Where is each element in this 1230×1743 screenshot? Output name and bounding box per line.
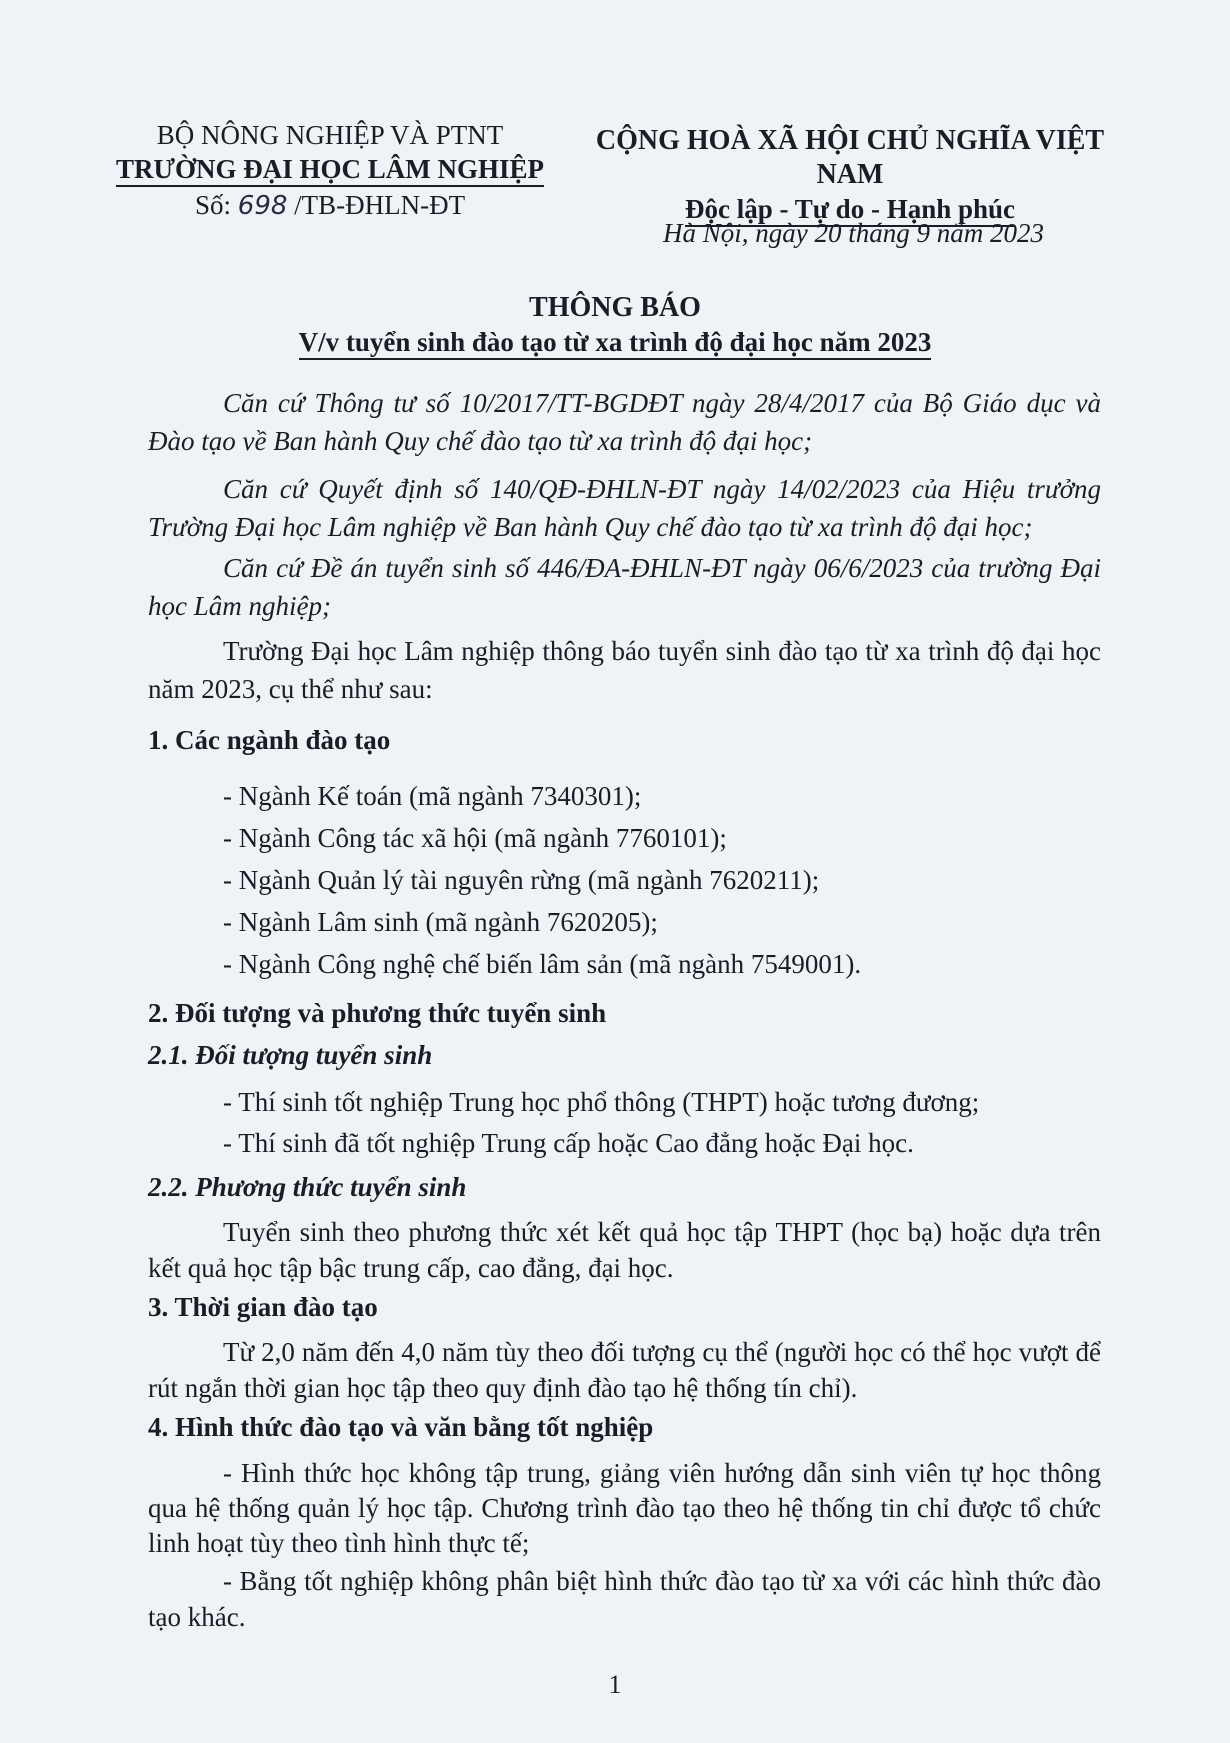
list-item: - Ngành Công tác xã hội (mã ngành 7760101); (223, 823, 727, 853)
legal-basis-3 (148, 549, 1101, 625)
method-line-2: kết quả học tập bậc trung cấp, cao đẳng, đại học. (148, 1253, 674, 1283)
national-header (560, 124, 1140, 226)
method-line-1: Tuyển sinh theo phương thức xét kết quả học tập THPT (học bạ) hoặc dựa trên (223, 1217, 1101, 1247)
list-item: - Ngành Kế toán (mã ngành 7340301); (223, 781, 642, 811)
list-item: - Thí sinh đã tốt nghiệp Trung cấp hoặc Cao đẳng hoặc Đại học. (223, 1128, 914, 1158)
intro-paragraph (148, 632, 1101, 708)
basis-3-line-2: học Lâm nghiệp; (148, 591, 331, 621)
country-name: CỘNG HOÀ XÃ HỘI CHỦ NGHĨA VIỆT NAM (595, 125, 1105, 190)
applicants-list (148, 1083, 1176, 1165)
issuer-block (110, 118, 550, 186)
majors-list (148, 777, 1176, 987)
list-item: - Thí sinh tốt nghiệp Trung học phổ thông (THPT) hoặc tương đương; (223, 1087, 980, 1117)
ministry-name: BỘ NÔNG NGHIỆP VÀ PTNT (156, 120, 504, 150)
duration-line-1: Từ 2,0 năm đến 4,0 năm tùy theo đối tượng cụ thể (người học có thể học vượt để (223, 1337, 1101, 1367)
basis-3-line-1: Căn cứ Đề án tuyển sinh số 446/ĐA-ĐHLN-ĐT ngày 06/6/2023 của trường Đại (223, 553, 1101, 583)
school-name (110, 152, 550, 186)
page-number: 1 (608, 1670, 622, 1699)
issue-date: Hà Nội, ngày 20 tháng 9 năm 2023 (663, 218, 1044, 248)
document-title: THÔNG BÁO (529, 292, 701, 323)
list-item: - Ngành Quản lý tài nguyên rừng (mã ngành 7620211); (223, 865, 820, 895)
duration-line-2: rút ngắn thời gian học tập theo quy định đào tạo hệ thống tín chỉ). (148, 1373, 858, 1403)
section-2-1-heading (148, 1036, 1101, 1074)
basis-2-line-2: Trường Đại học Lâm nghiệp về Ban hành Quy chế đào tạo từ xa trình độ đại học; (148, 512, 1033, 542)
form-p1-line-3: linh hoạt tùy theo tình hình thực tế; (148, 1528, 530, 1558)
basis-2-line-1: Căn cứ Quyết định số 140/QĐ-ĐHLN-ĐT ngày 14/02/2023 của Hiệu trưởng (223, 474, 1101, 504)
duration-paragraph (148, 1334, 1101, 1406)
basis-1-line-2: Đào tạo về Ban hành Quy chế đào tạo từ xa trình độ đại học; (148, 426, 813, 456)
legal-basis-2 (148, 470, 1101, 546)
section-3-heading-text: 3. Thời gian đào tạo (148, 1292, 378, 1322)
document-subject (0, 327, 1230, 358)
form-p2-line-2: tạo khác. (148, 1602, 246, 1632)
section-2-2-heading-text: 2.2. Phương thức tuyển sinh (148, 1172, 467, 1202)
list-item: - Ngành Lâm sinh (mã ngành 7620205); (223, 907, 658, 937)
school-name-text: TRƯỜNG ĐẠI HỌC LÂM NGHIỆP (116, 154, 544, 187)
section-2-heading (148, 994, 1101, 1032)
section-1-heading (148, 721, 1101, 759)
form-p1-line-1: - Hình thức học không tập trung, giảng viên hướng dẫn sinh viên tự học thông (223, 1458, 1101, 1488)
form-paragraph-2 (148, 1563, 1101, 1635)
form-p1-line-2: qua hệ thống quản lý học tập. Chương trình đào tạo theo hệ thống tin chỉ được tổ chức (148, 1493, 1101, 1523)
section-4-heading-text: 4. Hình thức đào tạo và văn bằng tốt nghiệp (148, 1412, 654, 1442)
section-4-heading (148, 1408, 1101, 1446)
section-2-1-heading-text: 2.1. Đối tượng tuyển sinh (148, 1040, 433, 1070)
intro-line-1: Trường Đại học Lâm nghiệp thông báo tuyển sinh đào tạo từ xa trình độ đại học (223, 636, 1101, 666)
section-2-2-heading (148, 1168, 1101, 1206)
section-1-heading-text: 1. Các ngành đào tạo (148, 725, 391, 755)
subject-text: V/v tuyển sinh đào tạo từ xa trình độ đại học năm 2023 (299, 327, 932, 360)
section-2-heading-text: 2. Đối tượng và phương thức tuyển sinh (148, 998, 607, 1028)
method-paragraph (148, 1214, 1101, 1286)
basis-1-line-1: Căn cứ Thông tư số 10/2017/TT-BGDĐT ngày 28/4/2017 của Bộ Giáo dục và (223, 388, 1101, 418)
section-3-heading (148, 1288, 1101, 1326)
form-paragraph-1 (148, 1456, 1101, 1561)
motto-text: Độc lập - Tự do - Hạnh phúc (685, 194, 1015, 227)
legal-basis-1 (148, 384, 1101, 460)
list-item: - Ngành Công nghệ chế biến lâm sản (mã ngành 7549001). (223, 949, 862, 979)
form-p2-line-1: - Bằng tốt nghiệp không phân biệt hình thức đào tạo từ xa với các hình thức đào (223, 1566, 1101, 1596)
document-number (195, 190, 465, 221)
so-number-handwritten: 698 (237, 191, 288, 221)
so-label: Số: (195, 190, 232, 220)
intro-line-2: năm 2023, cụ thể như sau: (148, 674, 433, 704)
so-suffix: /TB-ĐHLN-ĐT (294, 190, 466, 220)
